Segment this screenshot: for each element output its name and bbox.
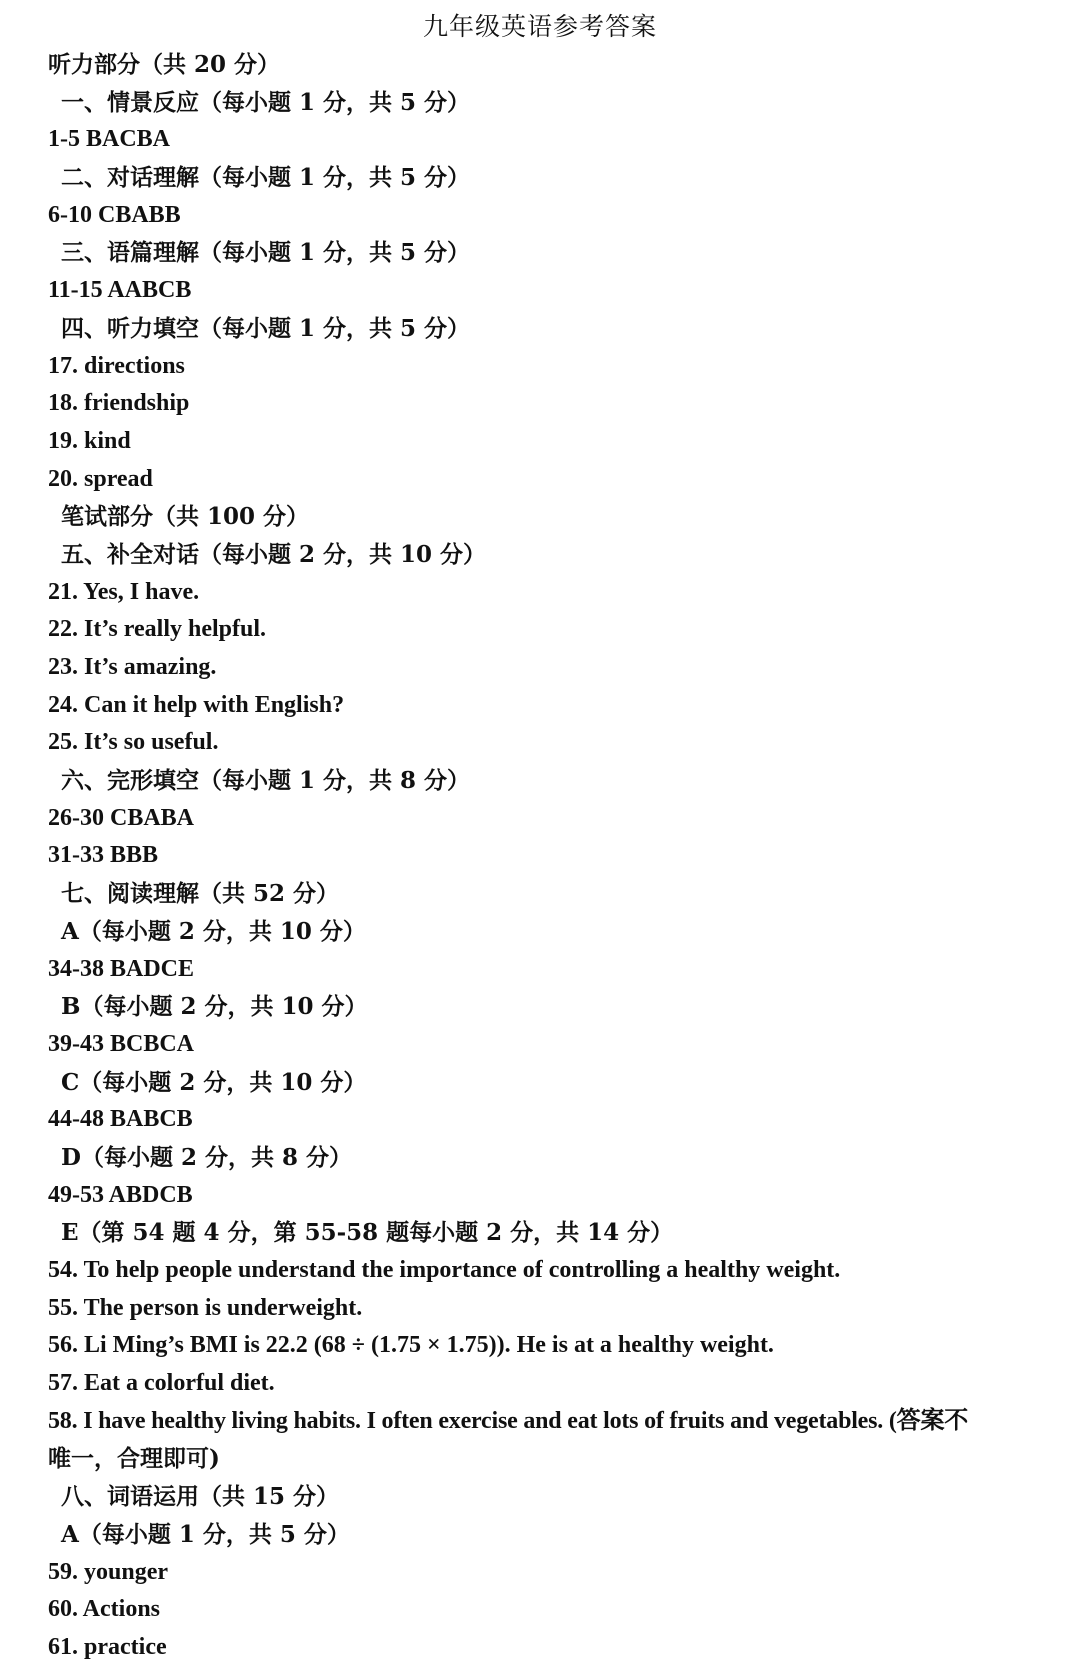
answer-list <box>48 46 1058 1667</box>
answer-58-continued: 唯一，合理即可) <box>48 1445 220 1473</box>
answer-59: 59. younger <box>48 1558 168 1585</box>
answers-31-33: 31-33 BBB <box>48 842 159 869</box>
answer-20: 20. spread <box>48 465 153 492</box>
answer-22: 22. It’s really helpful. <box>48 616 267 643</box>
answer-56: 56. Li Ming’s BMI is 22.2 (68 ÷ (1.75 × 1.75)). He is at a healthy weight. <box>48 1332 774 1359</box>
reading-c-heading: C（每小题 2 分，共 10 分） <box>61 1068 367 1096</box>
section-1-heading: 一、情景反应（每小题 1 分，共 5 分） <box>61 88 471 116</box>
answer-17: 17. directions <box>48 352 185 379</box>
answers-1-5: 1-5 BACBA <box>48 126 171 153</box>
answer-55: 55. The person is underweight. <box>48 1294 363 1321</box>
written-part-heading: 笔试部分（共 100 分） <box>61 503 310 531</box>
answers-11-15: 11-15 AABCB <box>48 277 192 304</box>
answers-6-10: 6-10 CBABB <box>48 201 181 228</box>
answer-23: 23. It’s amazing. <box>48 654 217 680</box>
word-use-a-heading: A（每小题 1 分，共 5 分） <box>61 1520 350 1548</box>
answer-61: 61. practice <box>48 1633 167 1660</box>
answer-19: 19. kind <box>48 427 131 454</box>
listening-part-heading: 听力部分（共 20 分） <box>48 51 281 78</box>
reading-a-heading: A（每小题 2 分，共 10 分） <box>61 917 366 945</box>
answers-49-53: 49-53 ABDCB <box>48 1181 193 1208</box>
answer-24: 24. Can it help with English? <box>48 691 345 718</box>
answer-57: 57. Eat a colorful diet. <box>48 1370 275 1397</box>
answers-34-38: 34-38 BADCE <box>48 955 195 982</box>
answer-21: 21. Yes, I have. <box>48 578 200 605</box>
reading-b-heading: B（每小题 2 分，共 10 分） <box>61 993 368 1021</box>
section-5-heading: 五、补全对话（每小题 2 分，共 10 分） <box>61 540 487 568</box>
answers-26-30: 26-30 CBABA <box>48 804 195 831</box>
section-4-heading: 四、听力填空（每小题 1 分，共 5 分） <box>61 314 471 342</box>
answer-18: 18. friendship <box>48 390 190 417</box>
reading-e-heading: E（第 54 题 4 分，第 55-58 题每小题 2 分，共 14 分） <box>61 1219 674 1247</box>
section-3-heading: 三、语篇理解（每小题 1 分，共 5 分） <box>61 239 471 267</box>
page-title: 九年级英语参考答案 <box>422 12 657 41</box>
answers-39-43: 39-43 BCBCA <box>48 1030 195 1057</box>
answer-60: 60. Actions <box>48 1596 161 1623</box>
answers-44-48: 44-48 BABCB <box>48 1106 193 1133</box>
section-8-heading: 八、词语运用（共 15 分） <box>61 1483 340 1511</box>
answer-58: 58. I have healthy living habits. I often exercise and eat lots of fruits and vegetables. (答案不 <box>48 1407 969 1434</box>
section-7-heading: 七、阅读理解（共 52 分） <box>61 880 340 908</box>
answer-54: 54. To help people understand the importance of controlling a healthy weight. <box>48 1257 841 1283</box>
section-2-heading: 二、对话理解（每小题 1 分，共 5 分） <box>61 164 471 192</box>
answer-25: 25. It’s so useful. <box>48 729 219 756</box>
section-6-heading: 六、完形填空（每小题 1 分，共 8 分） <box>61 767 471 795</box>
reading-d-heading: D（每小题 2 分，共 8 分） <box>61 1143 352 1171</box>
